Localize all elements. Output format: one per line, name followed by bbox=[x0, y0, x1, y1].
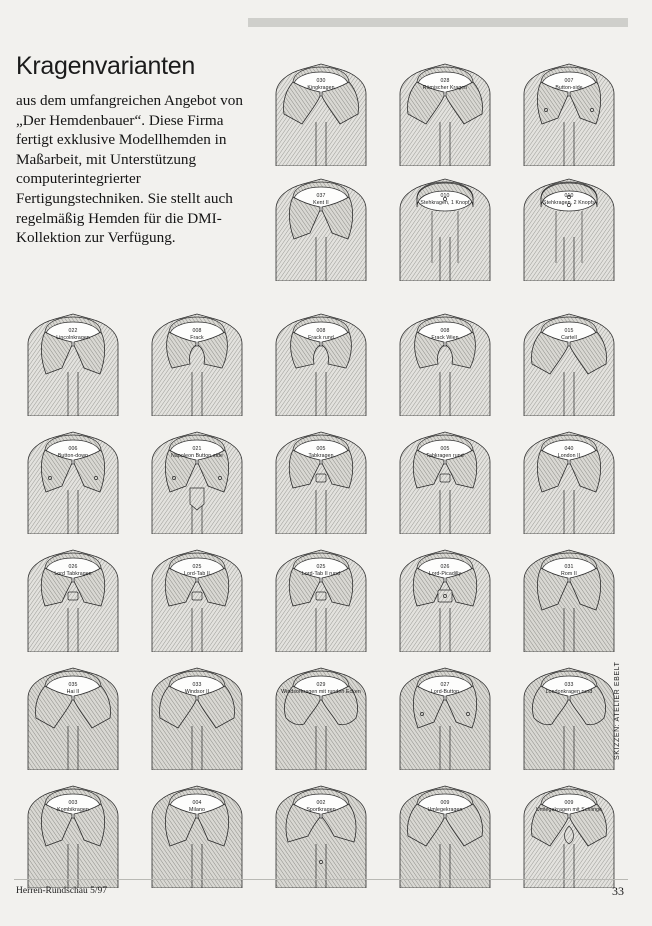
collar-name: Lincolnkragen bbox=[56, 334, 90, 341]
collar-name: Tabkragen bbox=[308, 452, 334, 459]
collar-number: 010 bbox=[564, 193, 574, 199]
collar-item bbox=[258, 48, 384, 166]
collar-illustration bbox=[258, 298, 384, 416]
collar-number: 009 bbox=[440, 800, 450, 806]
collar-name: Lord-Tab II bbox=[184, 570, 210, 577]
collar-illustration bbox=[506, 416, 632, 534]
collar-illustration bbox=[382, 48, 508, 166]
collar-row bbox=[10, 416, 638, 534]
collar-illustration bbox=[258, 770, 384, 888]
collar-illustration bbox=[382, 534, 508, 652]
collar-name: Kombikragen bbox=[57, 806, 89, 813]
collar-number: 009 bbox=[564, 800, 574, 806]
collar-name: Stehkragen, 2 Knopfs bbox=[543, 199, 595, 206]
collar-item bbox=[258, 534, 384, 652]
collar-illustration bbox=[10, 298, 136, 416]
collar-number: 025 bbox=[192, 564, 202, 570]
collar-illustration bbox=[134, 298, 260, 416]
collar-illustration bbox=[258, 416, 384, 534]
collar-row bbox=[10, 534, 638, 652]
collar-illustration bbox=[382, 770, 508, 888]
collar-name: Hai II bbox=[66, 688, 80, 695]
collar-illustration bbox=[258, 48, 384, 166]
collar-name: Windsorkragen mit runden Ecken bbox=[281, 688, 361, 695]
collar-name: Cartell bbox=[561, 334, 577, 341]
collar-name: Londonkragen rund bbox=[545, 688, 593, 695]
collar-name: Tabkragen rund bbox=[426, 452, 464, 459]
footer-rule bbox=[14, 879, 628, 880]
collar-illustration bbox=[382, 298, 508, 416]
collar-row bbox=[10, 770, 638, 888]
collar-number: 026 bbox=[440, 564, 450, 570]
collar-number: 004 bbox=[192, 800, 202, 806]
collar-item bbox=[10, 298, 136, 416]
collar-item bbox=[382, 534, 508, 652]
collar-illustration bbox=[382, 163, 508, 281]
collar-number: 007 bbox=[564, 78, 574, 84]
collar-item bbox=[258, 770, 384, 888]
collar-item bbox=[134, 534, 260, 652]
collar-item bbox=[258, 416, 384, 534]
collar-number: 035 bbox=[68, 682, 78, 688]
collar-illustration bbox=[10, 534, 136, 652]
collar-name: Lord-Button bbox=[430, 688, 460, 695]
collar-illustration bbox=[506, 770, 632, 888]
collar-item bbox=[506, 416, 632, 534]
collar-number: 005 bbox=[316, 446, 326, 452]
collar-illustration bbox=[134, 770, 260, 888]
collar-number: 031 bbox=[564, 564, 574, 570]
collar-number: 029 bbox=[316, 682, 326, 688]
collar-row bbox=[10, 298, 638, 416]
illustration-credit: SKIZZEN: ATELIER EBELT bbox=[614, 661, 621, 760]
collar-number: 037 bbox=[316, 193, 326, 199]
page-number: 33 bbox=[612, 884, 624, 898]
collar-number: 015 bbox=[564, 328, 574, 334]
collar-number: 040 bbox=[564, 446, 574, 452]
collar-number: 002 bbox=[316, 800, 326, 806]
collar-illustration bbox=[258, 652, 384, 770]
collar-item bbox=[134, 298, 260, 416]
collar-number: 005 bbox=[440, 446, 450, 452]
top-rule bbox=[248, 18, 628, 27]
collar-illustration bbox=[10, 416, 136, 534]
collar-illustration bbox=[382, 652, 508, 770]
collar-name: Lord-Tab II rund bbox=[301, 570, 341, 577]
collar-illustration bbox=[10, 770, 136, 888]
collar-illustration bbox=[10, 652, 136, 770]
collar-name: Stehkragen, 1 Knopf bbox=[420, 199, 470, 206]
collar-number: 008 bbox=[316, 328, 326, 334]
collar-name: Frack Wien bbox=[431, 334, 459, 341]
collar-name: Sportkragen bbox=[306, 806, 336, 813]
collar-name: Römischer Kragen bbox=[422, 84, 468, 91]
collar-item bbox=[10, 534, 136, 652]
collar-illustration bbox=[258, 163, 384, 281]
collar-item bbox=[134, 652, 260, 770]
collar-name: London II bbox=[557, 452, 581, 459]
collar-number: 033 bbox=[564, 682, 574, 688]
collar-item bbox=[10, 416, 136, 534]
collar-number: 008 bbox=[192, 328, 202, 334]
collar-number: 008 bbox=[440, 328, 450, 334]
collar-item bbox=[258, 652, 384, 770]
collar-item bbox=[382, 652, 508, 770]
collar-number: 028 bbox=[440, 78, 450, 84]
collar-number: 006 bbox=[68, 446, 78, 452]
collar-number: 021 bbox=[192, 446, 202, 452]
collar-number: 027 bbox=[440, 682, 450, 688]
collar-name: Kent II bbox=[313, 199, 329, 206]
collar-item bbox=[10, 652, 136, 770]
collar-item bbox=[258, 163, 384, 281]
collar-item bbox=[506, 770, 632, 888]
collar-name: Umlegekragen mit Schlinge bbox=[536, 806, 602, 813]
collar-item bbox=[506, 163, 632, 281]
collar-item bbox=[258, 298, 384, 416]
collar-name: Lord Tabkragen bbox=[54, 570, 92, 577]
collar-name: Button-side bbox=[555, 84, 583, 91]
collar-illustration bbox=[382, 416, 508, 534]
collar-row bbox=[10, 48, 638, 166]
collar-name: Milano bbox=[189, 806, 205, 813]
collar-row bbox=[10, 163, 638, 281]
collar-name: Rom II bbox=[561, 570, 577, 577]
collar-item bbox=[382, 48, 508, 166]
collar-number: 026 bbox=[68, 564, 78, 570]
collar-illustration bbox=[134, 534, 260, 652]
collar-row bbox=[10, 652, 638, 770]
collar-name: Umlegekragen bbox=[427, 806, 463, 813]
collar-number: 030 bbox=[316, 78, 326, 84]
collar-name: Button-down bbox=[57, 452, 89, 459]
collar-item bbox=[134, 770, 260, 888]
collar-illustration bbox=[134, 652, 260, 770]
collar-item bbox=[382, 163, 508, 281]
collar-illustration bbox=[506, 534, 632, 652]
collar-item bbox=[382, 416, 508, 534]
collar-name: Napoleon Button-side bbox=[171, 452, 223, 459]
collar-name: Frack rund bbox=[308, 334, 334, 341]
collar-illustration bbox=[506, 163, 632, 281]
collar-number: 033 bbox=[192, 682, 202, 688]
collar-name: Lord-Picadilly bbox=[428, 570, 462, 577]
collar-illustration bbox=[506, 298, 632, 416]
collar-illustration bbox=[134, 416, 260, 534]
collar-item bbox=[134, 416, 260, 534]
collar-item bbox=[506, 534, 632, 652]
collar-number: 025 bbox=[316, 564, 326, 570]
footer-publication: Herren-Rundschau 5/97 bbox=[16, 886, 108, 896]
collar-number: 022 bbox=[68, 328, 78, 334]
collar-illustration bbox=[506, 48, 632, 166]
collar-item bbox=[382, 770, 508, 888]
collar-item bbox=[506, 298, 632, 416]
collar-item bbox=[382, 298, 508, 416]
collar-name: Kingkragen bbox=[307, 84, 335, 91]
collar-number: 010 bbox=[440, 193, 450, 199]
collar-illustration bbox=[258, 534, 384, 652]
collar-number: 003 bbox=[68, 800, 78, 806]
intro-paragraph: aus dem umfangreichen Angebot von „Der Hemdenbauer“. Diese Firma fertigt exklusive Modellhemden in Maßarbeit, mit Unterstützung computerintegrierter Fertigungstechniken. Sie stellt auch regelmäßig Hemden für die DMI-Kollektion zur Verfügung. bbox=[16, 92, 243, 247]
page-title: Kragenvarianten bbox=[16, 52, 195, 80]
collar-name: Windsor II bbox=[184, 688, 210, 695]
collar-item bbox=[10, 770, 136, 888]
collar-item bbox=[506, 48, 632, 166]
collar-name: Frack bbox=[190, 334, 204, 341]
